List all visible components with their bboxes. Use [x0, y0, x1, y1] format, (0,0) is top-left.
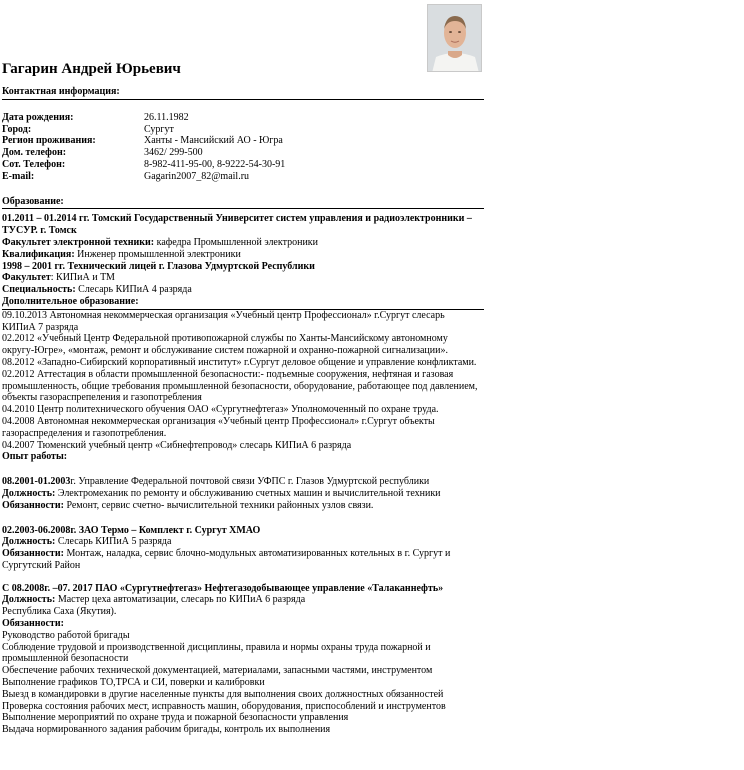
list-item: Проверка состояния рабочих мест, исправность машин, оборудования, приспособлений и инструментов: [2, 700, 446, 712]
list-item: Соблюдение трудовой и производственной дисциплины, правила и нормы охраны труда пожарной и промышленной безопасности: [2, 641, 431, 665]
person-name: Гагарин Андрей Юрьевич: [2, 61, 181, 77]
contact-label: Регион проживания:: [2, 135, 96, 147]
contact-value: 3462/ 299-500: [144, 147, 203, 159]
field-value: Электромеханик по ремонту и обслуживанию счетных машин и вычислительной техники: [55, 487, 441, 499]
field-value: Слесарь КИПиА 5 разряда: [55, 536, 172, 548]
job-entry-title: 02.2003-06.2008г. ЗАО Термо – Комплект г. Сургут ХМАО: [2, 524, 261, 536]
field-label: Факультет: [2, 272, 51, 284]
email-value: Gagarin2007_82@mail.ru: [144, 170, 250, 182]
field-value: Ремонт, сервис счетно- вычислительной техники районных узлов связи.: [63, 499, 374, 511]
list-item: 08.2012 «Западно-Сибирский корпоративный институт» г.Сургут деловое общение и управление конфликтами.: [2, 356, 477, 368]
list-item: Выдача нормированного задания рабочим бригады, контроль их выполнения: [2, 724, 331, 736]
list-item: 04.2008 Автономная некоммерческая организация «Учебный центр Профессионал» г.Сургут объекты газораспределения и газопотребления.: [2, 415, 435, 439]
contact-row-home-phone: [2, 147, 742, 159]
list-item: Выполнение графиков ТО,ТРСА и СИ, поверки и калибровки: [2, 677, 265, 689]
field-label: Специальность:: [2, 284, 76, 296]
duties-label: Обязанности:: [2, 618, 64, 630]
field-label: Квалификация:: [2, 248, 75, 260]
contact-value: Сургут: [144, 123, 174, 135]
list-item: 04.2010 Центр политехнического обучения ОАО «Сургутнефтегаз» Уполномоченный по охране труда.: [2, 404, 439, 416]
job-position: [2, 536, 742, 548]
contact-row-region: [2, 135, 742, 147]
contact-label: Дом. телефон:: [2, 147, 67, 159]
list-item: 02.2012 Аттестация в области промышленной безопасности:- подъемные сооружения, нефтяная и газовая промышленность, общие требования промышленной безопасности, оборудование, работающее под давлением, объекты газораспрепеления и газопотребления: [2, 368, 478, 404]
contact-label: Сот. Телефон:: [2, 158, 66, 170]
job-entry-title: [2, 476, 742, 488]
contact-row-city: [2, 124, 742, 136]
contact-value: Ханты - Мансийский АО - Югра: [144, 135, 283, 147]
education-entry-title: 01.2011 – 01.2014 гг. Томский Государственный Университет систем управления и радиоэлектронники – ТУСУР. г. Томск: [2, 213, 472, 237]
experience-heading: Опыт работы:: [2, 451, 68, 463]
additional-education-list: [2, 310, 478, 452]
field-value: кафедра Промышленной электроники: [154, 236, 319, 248]
contact-row-birthdate: [2, 112, 742, 124]
field-label: Обязанности:: [2, 499, 64, 511]
list-item: Выезд в командировки в другие населенные пункты для выполнения своих должностных обязанностей: [2, 688, 444, 700]
contact-value: 8-982-411-95-00, 8-9222-54-30-91: [144, 158, 286, 170]
job-duties: [2, 500, 742, 512]
field-label: Обязанности:: [2, 548, 64, 560]
contact-label: Город:: [2, 123, 32, 135]
list-item: Обеспечение рабочих технической документацией, материалами, запасными частями, инструментом: [2, 665, 433, 677]
job-duties: [2, 548, 484, 572]
job-entry-title: С 08.2008г. –07. 2017 ПАО «Сургутнефтегаз» Нефтегазодобывающее управление «Талаканнефть»: [2, 582, 444, 594]
job-period: 08.2001-01.2003: [2, 476, 71, 488]
contact-row-email: [2, 171, 742, 183]
job-region: Республика Саха (Якутия).: [2, 606, 117, 618]
education-entry-title: 1998 – 2001 гг. Технический лицей г. Глазова Удмуртской Республики: [2, 260, 315, 272]
job-position: [2, 594, 742, 606]
additional-education-heading: Дополнительное образование:: [2, 296, 484, 310]
job-organization: г. Управление Федеральной почтовой связи УФПС г. Глазов Удмуртской республики: [70, 476, 430, 488]
contact-row-mobile-phone: [2, 159, 742, 171]
field-label: Факультет электронной техники:: [2, 236, 155, 248]
field-value: : КИПиА и ТМ: [50, 272, 115, 284]
education-faculty: [2, 237, 742, 249]
job-position: [2, 488, 742, 500]
list-item: 02.2012 «Учебный Центр Федеральной противопожарной службы по Ханты-Мансийскому автономному округу-Югре», «монтаж, ремонт и обслуживание систем пожарной и охранно-пожарной сигнализации».: [2, 333, 448, 357]
contact-label: E-mail:: [2, 170, 35, 182]
education-specialty: [2, 284, 742, 296]
list-item: 04.2007 Тюменский учебный центр «Сибнефтепровод» слесарь КИПиА 6 разряда: [2, 439, 352, 451]
education-faculty: [2, 272, 742, 284]
field-value: Слесарь КИПиА 4 разряда: [75, 284, 192, 296]
list-item: Руководство работой бригады: [2, 629, 130, 641]
field-value: Инженер промышленной электроники: [74, 248, 241, 260]
resume-document: [2, 60, 742, 736]
duties-list: [2, 630, 478, 736]
list-item: Выполнение мероприятий по охране труда и пожарной безопасности управления: [2, 712, 349, 724]
field-label: Должность:: [2, 594, 56, 606]
contact-heading: Контактная информация:: [2, 86, 484, 100]
field-label: Должность:: [2, 536, 56, 548]
field-value: Монтаж, наладка, сервис блочно-модульных автоматизированных котельных в г. Сургут и Сургутский Район: [2, 548, 451, 571]
contact-table: [2, 112, 742, 183]
field-value: Мастер цеха автоматизации, слесарь по КИПиА 6 разряда: [55, 594, 306, 606]
education-qualification: [2, 249, 742, 261]
contact-value: 26.11.1982: [144, 111, 189, 123]
field-label: Должность:: [2, 487, 56, 499]
education-heading: Образование:: [2, 196, 484, 210]
list-item: 09.10.2013 Автономная некоммерческая организация «Учебный центр Профессионал» г.Сургут слесарь КИПиА 7 разряда: [2, 309, 445, 333]
contact-label: Дата рождения:: [2, 111, 74, 123]
